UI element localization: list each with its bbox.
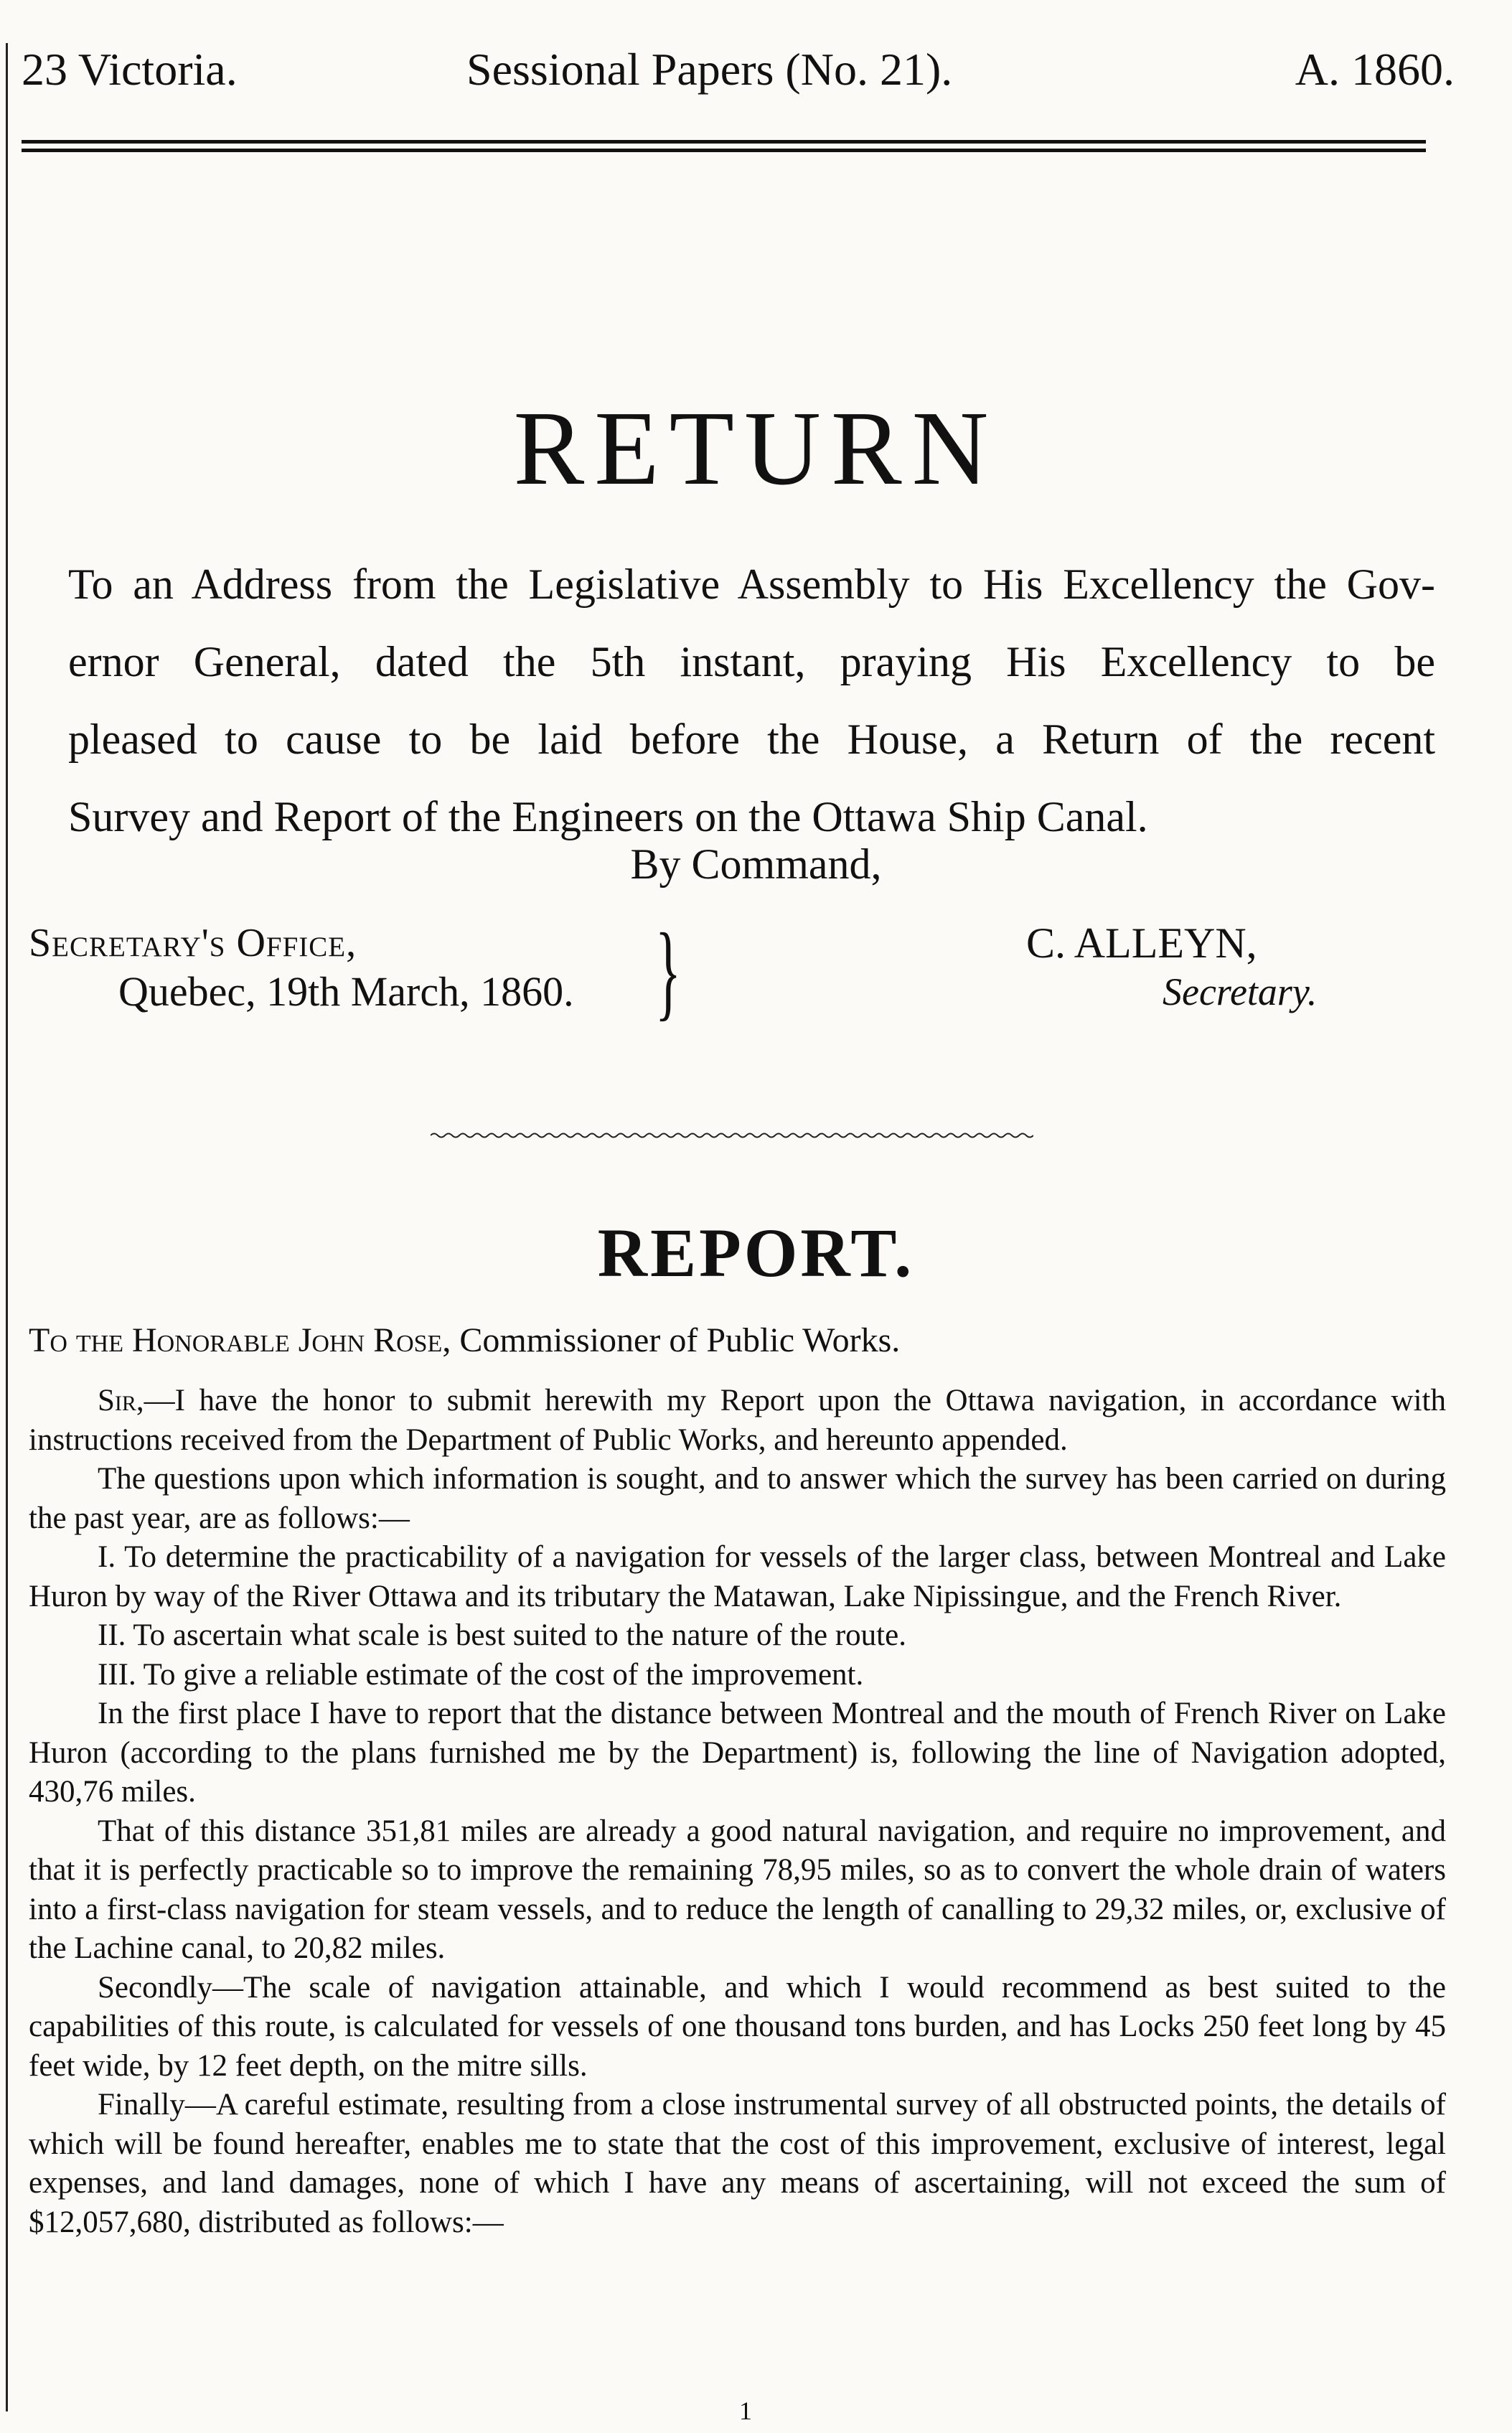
return-title: RETURN	[513, 390, 999, 507]
body-paragraph: III. To give a reliable estimate of the cost of the improvement.	[98, 1657, 864, 1692]
body-paragraph: Secondly—The scale of navigation attainable, and which I would recommend as best suited to the capabilities of this route, is calculated for vessels of one thousand tons burden, and has Locks 250 feet long by 45 feet wide, by 12 feet depth, on the mitre sills.	[29, 1970, 1446, 2083]
addressee-title: Commissioner of Public Works.	[451, 1321, 901, 1359]
signature-block	[1026, 919, 1317, 1016]
address-line: pleased to cause to be laid before the House, a Return of the recent	[68, 716, 1435, 763]
body-paragraph: I. To determine the practicability of a navigation for vessels of the larger class, between Montreal and Lake Huron by way of the River Ottawa and its tributary the Matawan, Lake Nipissingue, and the French River.	[29, 1540, 1446, 1613]
address-line: Survey and Report of the Engineers on the Ottawa Ship Canal.	[68, 793, 1148, 840]
header-year: A. 1860.	[1295, 44, 1455, 95]
signer-name: C. ALLEYN,	[1026, 919, 1257, 967]
header-rule-top	[22, 140, 1426, 144]
running-header	[22, 43, 1455, 100]
addressee-line	[29, 1321, 900, 1360]
secretary-office	[29, 919, 574, 1016]
addressee-name: To the Honorable John Rose,	[29, 1321, 451, 1359]
signer-role: Secretary.	[1163, 970, 1318, 1013]
address-line: ernor General, dated the 5th instant, praying His Excellency to be	[68, 638, 1435, 685]
salutation: Sir,	[98, 1384, 144, 1417]
wavy-divider	[431, 1130, 1033, 1140]
body-paragraph	[29, 1382, 1446, 1460]
report-body	[29, 1382, 1446, 2242]
report-title: REPORT.	[597, 1214, 915, 1291]
header-series: Sessional Papers (No. 21).	[466, 44, 953, 95]
header-rule-bottom	[22, 149, 1426, 152]
body-paragraph: Finally—A careful estimate, resulting from a close instrumental survey of all obstructed points, the details of which will be found hereafter, enables me to state that the cost of this improvement, exclusive of interest, legal expenses, and land damages, none of which I have any means of ascertaining, will not exceed the sum of $12,057,680, distributed as follows:—	[29, 2088, 1446, 2239]
header-volume: 23 Victoria.	[22, 44, 238, 95]
address-line: To an Address from the Legislative Assembly to His Excellency the Gov-	[68, 561, 1435, 608]
address-paragraph	[29, 545, 1435, 855]
body-paragraph: In the first place I have to report that the distance between Montreal and the mouth of French River on Lake Huron (according to the plans furnished me by the Department) is, following the line of Navigation adopted, 430,76 miles.	[29, 1697, 1446, 1809]
office-date: Quebec, 19th March, 1860.	[118, 968, 574, 1015]
body-paragraph: That of this distance 351,81 miles are already a good natural navigation, and require no improvement, and that it is perfectly practicable so to improve the remaining 78,95 miles, so as to convert the whole drain of waters into a first-class navigation for steam vessels, and to reduce the length of canalling to 29,32 miles, or, exclusive of the Lachine canal, to 20,82 miles.	[29, 1814, 1446, 1965]
paragraph-text: —I have the honor to submit herewith my Report upon the Ottawa navigation, in accordance with instructions received from the Department of Public Works, and hereunto appended.	[29, 1384, 1446, 1457]
body-paragraph: The questions upon which information is sought, and to answer which the survey has been carried on during the past year, are as follows:—	[29, 1462, 1446, 1535]
brace-glyph: }	[655, 911, 681, 1031]
office-name: Secretary's Office,	[29, 921, 357, 965]
body-paragraph: II. To ascertain what scale is best suited to the nature of the route.	[98, 1618, 906, 1652]
by-command: By Command,	[630, 840, 882, 888]
page-number: 1	[739, 2396, 752, 2425]
